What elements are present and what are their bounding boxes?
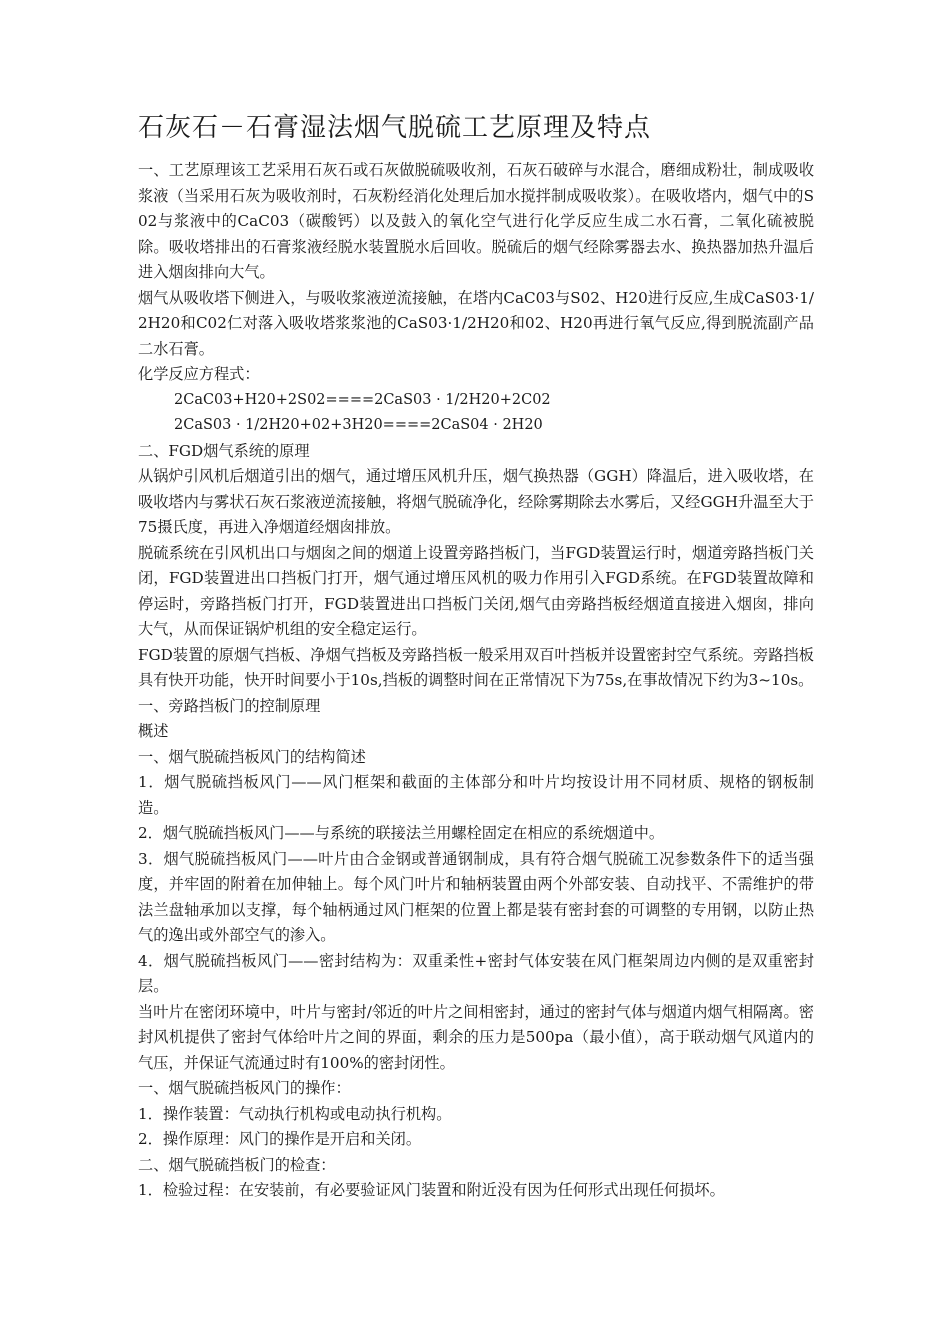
section-heading-inspection: 二、烟气脱硫挡板门的检查： bbox=[138, 1155, 336, 1174]
section-heading-bypass-control: 一、旁路挡板门的控制原理 bbox=[138, 696, 321, 715]
document-title: 石灰石－石膏湿法烟气脱硫工艺原理及特点 bbox=[138, 113, 652, 143]
paragraph-fgd-flow: 从锅炉引风机后烟道引出的烟气，通过增压风机升压，烟气换热器（GGH）降温后，进入吸收塔，在吸收塔内与雾状石灰石浆液逆流接触，将烟气脱硫净化，经除雾期除去水雾后，又经GGH升温至大于75摄氏度，再进入净烟道经烟囱排放。 bbox=[138, 467, 814, 536]
paragraph-bypass-damper: 脱硫系统在引风机出口与烟囱之间的烟道上设置旁路挡板门，当FGD装置运行时，烟道旁路挡板门关闭，FGD装置进出口挡板门打开，烟气通过增压风机的吸力作用引入FGD系统。在FGD装置故障和停运时，旁路挡板门打开，FGD装置进出口挡板门关闭,烟气由旁路挡板经烟道直接进入烟囱，排向大气，从而保证锅炉机组的安全稳定运行。 bbox=[138, 543, 814, 638]
list-item-operation-1: 1．操作装置：气动执行机构或电动执行机构。 bbox=[138, 1104, 452, 1123]
paragraph-flue-gas-flow: 烟气从吸收塔下侧进入，与吸收浆液逆流接触，在塔内CaC03与S02、H20进行反应,生成CaS03·1/2H20和C02仁对落入吸收塔浆浆池的CaS03·1/2H20和02、H20再进行氧气反应,得到脱流副产品二水石膏。 bbox=[138, 288, 814, 358]
list-item-structure-4: 4．烟气脱硫挡板风门——密封结构为：双重柔性+密封气体安装在风门框架周边内侧的是双重密封层。 bbox=[138, 951, 814, 995]
list-item-operation-2: 2．操作原理：风门的操作是开启和关闭。 bbox=[138, 1130, 422, 1148]
list-item-structure-1: 1．烟气脱硫挡板风门——风门框架和截面的主体部分和叶片均按设计用不同材质、规格的钢板制造。 bbox=[138, 773, 814, 817]
equation-2: 2CaS03 · 1/2H20+02+3H20====2CaS04 · 2H20 bbox=[174, 417, 543, 433]
list-item-structure-2: 2．烟气脱硫挡板风门——与系统的联接法兰用螺栓固定在相应的系统烟道中。 bbox=[138, 824, 665, 842]
section-heading-structure: 一、烟气脱硫挡板风门的结构简述 bbox=[138, 747, 366, 766]
paragraph-sealing: 当叶片在密闭环境中，叶片与密封/邻近的叶片之间相密封，通过的密封气体与烟道内烟气相隔离。密封风机提供了密封气体给叶片之间的界面，剩余的压力是500pa（最小值），高于联动烟气风道内的气压，并保证气流通过时有100%的密封闭性。 bbox=[138, 1002, 814, 1072]
list-item-inspection-1: 1．检验过程：在安装前，有必要验证风门装置和附近没有因为任何形式出现任何损坏。 bbox=[138, 1181, 725, 1199]
section-heading-fgd: 二、FGD烟气系统的原理 bbox=[138, 441, 310, 460]
section-heading-overview: 概述 bbox=[138, 722, 169, 740]
paragraph-damper-types: FGD装置的原烟气挡板、净烟气挡板及旁路挡板一般采用双百叶挡板并设置密封空气系统。旁路挡板具有快开功能，快开时间要小于10s,挡板的调整时间在正常情况下为75s,在事故情况下约为3~10s。 bbox=[138, 645, 814, 689]
equation-1: 2CaC03+H20+2S02====2CaS03 · 1/2H20+2C02 bbox=[174, 391, 551, 408]
list-item-structure-3: 3．烟气脱硫挡板风门——叶片由合金钢或普通钢制成，具有符合烟气脱硫工况参数条件下的适当强度，并牢固的附着在加伸轴上。每个风门叶片和轴柄装置由两个外部安装、自动找平、不需维护的带法兰盘轴承加以支撑，每个轴柄通过风门框架的位置上都是装有密封套的可调整的专用钢，以防止热气的逸出或外部空气的渗入。 bbox=[138, 849, 814, 944]
paragraph-reaction-heading: 化学反应方程式： bbox=[138, 365, 260, 383]
document-page bbox=[138, 108, 814, 1204]
section-heading-operation: 一、烟气脱硫挡板风门的操作： bbox=[138, 1079, 351, 1097]
paragraph-process-principle: 一、工艺原理该工艺采用石灰石或石灰做脱硫吸收剂，石灰石破碎与水混合，磨细成粉壮，制成吸收浆液（当采用石灰为吸收剂时，石灰粉经消化处理后加水搅拌制成吸收浆）。在吸收塔内，烟气中的S02与浆液中的CaC03（碳酸钙）以及鼓入的氧化空气进行化学反应生成二水石膏，二氧化硫被脱除。吸收塔排出的石膏浆液经脱水装置脱水后回收。脱硫后的烟气经除雾器去水、换热器加热升温后进入烟囱排向大气。 bbox=[138, 161, 814, 281]
